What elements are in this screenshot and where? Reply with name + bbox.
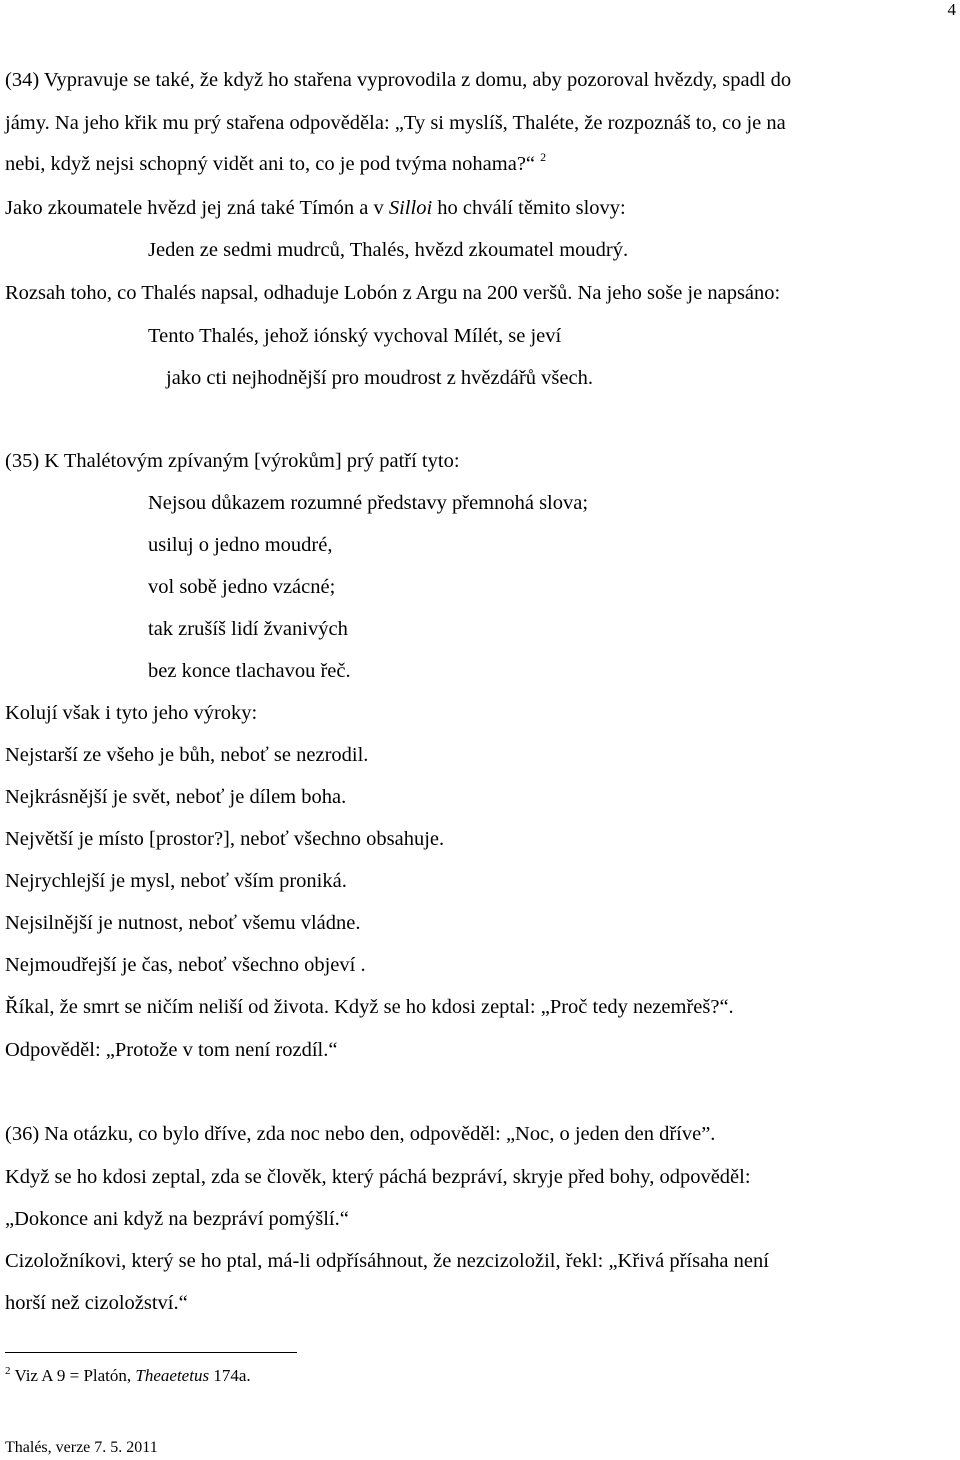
- saying-line: Nejmoudřejší je čas, neboť všechno objeví .: [5, 954, 366, 976]
- verse-line: Tento Thalés, jehož iónský vychoval Mílét, se jeví: [148, 325, 562, 347]
- work-title: Theaetetus: [135, 1366, 210, 1385]
- footnote-text: 174a.: [209, 1366, 251, 1385]
- footnote-divider: [5, 1352, 297, 1353]
- text-line: jámy. Na jeho křik mu prý stařena odpověděla: „Ty si myslíš, Thaléte, že rozpoznáš to, co je na: [5, 112, 786, 134]
- saying-line: Nejrychlejší je mysl, neboť vším proniká.: [5, 870, 347, 892]
- text-line: Říkal, že smrt se ničím neliší od života. Když se ho kdosi zeptal: „Proč tedy nezemřeš?“.: [5, 996, 734, 1018]
- text-span: Jako zkoumatele hvězd jej zná také Tímón a v: [5, 197, 389, 219]
- text-line: Kolují však i tyto jeho výroky:: [5, 702, 258, 724]
- page-footer: Thalés, verze 7. 5. 2011: [5, 1439, 158, 1456]
- saying-line: Nejstarší ze všeho je bůh, neboť se nezrodil.: [5, 744, 369, 766]
- text-line: (35) K Thalétovým zpívaným [výrokům] prý patří tyto:: [5, 450, 460, 472]
- text-line: horší než cizoložství.“: [5, 1292, 188, 1314]
- text-line: Cizoložníkovi, který se ho ptal, má-li odpřísáhnout, že nezcizoložil, řekl: „Křivá přísaha není: [5, 1250, 769, 1272]
- saying-line: Nejkrásnější je svět, neboť je dílem boha.: [5, 786, 347, 808]
- poem-line: tak zrušíš lidí žvanivých: [148, 618, 348, 640]
- text-line: „Dokonce ani když na bezpráví pomýšlí.“: [5, 1208, 349, 1230]
- text-line: [5, 195, 626, 221]
- text-line: [5, 151, 546, 177]
- footnote: [5, 1365, 251, 1387]
- footnote-number: 2: [5, 1365, 11, 1377]
- poem-line: Nejsou důkazem rozumné představy přemnohá slova;: [148, 492, 589, 514]
- poem-line: bez konce tlachavou řeč.: [148, 660, 351, 682]
- text-line: Odpověděl: „Protože v tom není rozdíl.“: [5, 1039, 338, 1061]
- text-span: nebi, když nejsi schopný vidět ani to, co je pod tvýma nohama?“: [5, 153, 536, 175]
- saying-line: Nejsilnější je nutnost, neboť všemu vládne.: [5, 912, 361, 934]
- poem-line: usiluj o jedno moudré,: [148, 534, 333, 556]
- text-line: (34) Vypravuje se také, že když ho stařena vyprovodila z domu, aby pozoroval hvězdy, spadl do: [5, 69, 792, 91]
- work-title: Silloi: [388, 197, 433, 219]
- footnote-reference[interactable]: 2: [540, 150, 547, 164]
- text-line: Rozsah toho, co Thalés napsal, odhaduje Lobón z Argu na 200 veršů. Na jeho soše je napsáno:: [5, 282, 781, 304]
- saying-line: Největší je místo [prostor?], neboť všechno obsahuje.: [5, 828, 445, 850]
- verse-line: Jeden ze sedmi mudrců, Thalés, hvězd zkoumatel moudrý.: [148, 239, 629, 261]
- text-line: Když se ho kdosi zeptal, zda se člověk, který páchá bezpráví, skryje před bohy, odpověděl:: [5, 1166, 751, 1188]
- text-line: (36) Na otázku, co bylo dříve, zda noc nebo den, odpověděl: „Noc, o jeden den dříve”.: [5, 1123, 716, 1145]
- footnote-text: Viz A 9 = Platón,: [10, 1366, 136, 1385]
- text-span: ho chválí těmito slovy:: [432, 197, 626, 219]
- verse-line: jako cti nejhodnější pro moudrost z hvězdářů všech.: [166, 367, 593, 389]
- poem-line: vol sobě jedno vzácné;: [148, 576, 336, 598]
- page-number: 4: [947, 0, 956, 19]
